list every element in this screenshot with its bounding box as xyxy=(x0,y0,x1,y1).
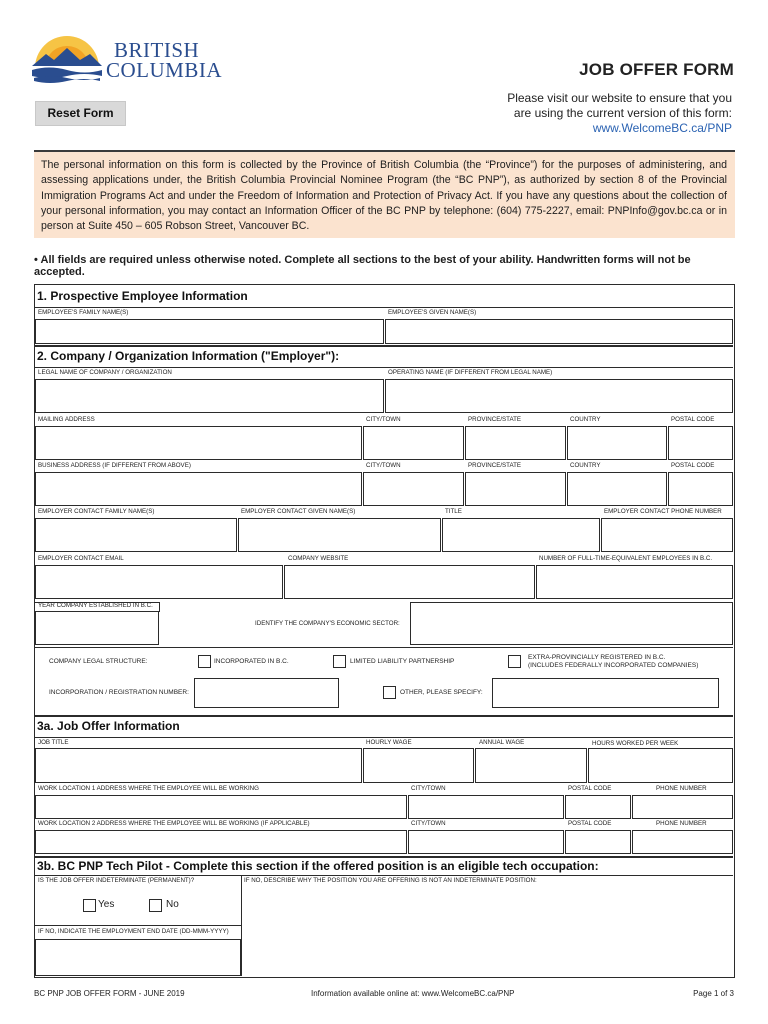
work-location-2-postal-input[interactable] xyxy=(565,830,631,854)
contact-family-name-label: EMPLOYER CONTACT FAMILY NAME(S) xyxy=(38,508,155,515)
year-established-input[interactable] xyxy=(35,611,159,645)
employee-family-name-label: EMPLOYEE'S FAMILY NAME(S) xyxy=(38,309,129,316)
work-location-1-city-label: CITY/TOWN xyxy=(411,785,446,792)
employee-given-name-input[interactable] xyxy=(385,319,733,344)
org-name xyxy=(106,40,222,80)
job-title-input[interactable] xyxy=(35,748,362,783)
work-location-2-phone-label: PHONE NUMBER xyxy=(656,820,707,827)
work-location-1-phone-input[interactable] xyxy=(632,795,733,819)
contact-title-input[interactable] xyxy=(442,518,600,552)
describe-reason-input[interactable] xyxy=(242,886,733,976)
website-notice-line2: are using the current version of this form: xyxy=(513,106,732,120)
llp-checkbox[interactable] xyxy=(333,655,346,668)
employee-family-name-input[interactable] xyxy=(35,319,384,344)
business-address-label: BUSINESS ADDRESS (IF DIFFERENT FROM ABOVE) xyxy=(38,462,191,469)
work-location-2-city-label: CITY/TOWN xyxy=(411,820,446,827)
work-location-1-postal-label: POSTAL CODE xyxy=(568,785,612,792)
end-date-label: IF NO, INDICATE THE EMPLOYMENT END DATE (DD-MMM-YYYY) xyxy=(38,928,229,935)
incorporated-bc-label: INCORPORATED IN B.C. xyxy=(214,658,289,665)
contact-given-name-input[interactable] xyxy=(238,518,441,552)
registration-number-label: INCORPORATION / REGISTRATION NUMBER: xyxy=(49,689,189,696)
legal-name-label: LEGAL NAME OF COMPANY / ORGANIZATION xyxy=(38,369,172,376)
legal-structure-label: COMPANY LEGAL STRUCTURE: xyxy=(49,658,148,665)
business-country-input[interactable] xyxy=(567,472,667,506)
reset-form-button[interactable]: Reset Form xyxy=(35,101,126,126)
work-location-1-phone-label: PHONE NUMBER xyxy=(656,785,707,792)
contact-email-label: EMPLOYER CONTACT EMAIL xyxy=(38,555,124,562)
other-structure-label: OTHER, PLEASE SPECIFY: xyxy=(400,689,483,696)
mailing-country-input[interactable] xyxy=(567,426,667,460)
section-3a-title: 3a. Job Offer Information xyxy=(37,719,180,733)
year-established-label: YEAR COMPANY ESTABLISHED IN B.C. xyxy=(38,602,153,609)
fte-employees-input[interactable] xyxy=(536,565,733,599)
org-name-line1: BRITISH xyxy=(114,38,200,62)
fte-employees-label: NUMBER OF FULL-TIME-EQUIVALENT EMPLOYEES IN B.C. xyxy=(539,555,713,562)
instructions: • All fields are required unless otherwise noted. Complete all sections to the best of your ability. Handwritten forms will not be accepted. xyxy=(34,254,691,278)
company-website-input[interactable] xyxy=(284,565,535,599)
hours-per-week-label: HOURS WORKED PER WEEK xyxy=(592,740,679,747)
business-postal-input[interactable] xyxy=(668,472,733,506)
mailing-city-input[interactable] xyxy=(363,426,464,460)
indeterminate-yes-checkbox[interactable] xyxy=(83,899,96,912)
work-location-2-postal-label: POSTAL CODE xyxy=(568,820,612,827)
mailing-country-label: COUNTRY xyxy=(570,416,601,423)
footer-page-number: Page 1 of 3 xyxy=(693,989,734,998)
work-location-2-address-input[interactable] xyxy=(35,830,407,854)
operating-name-input[interactable] xyxy=(385,379,733,413)
work-location-1-address-input[interactable] xyxy=(35,795,407,819)
business-city-label: CITY/TOWN xyxy=(366,462,401,469)
business-country-label: COUNTRY xyxy=(570,462,601,469)
indeterminate-yes-label: Yes xyxy=(98,899,115,910)
indeterminate-no-label: No xyxy=(166,899,179,910)
website-notice xyxy=(432,91,732,136)
privacy-notice: The personal information on this form is collected by the Province of British Columbia (the “Province”) for the purposes of administering, and assessing applications under, the British Columbia Provincial Nominee Program (the “BC PNP”), as authorized by section 8 of the Provincial Immigration Programs Act and under the Freedom of Information and Protection of Privacy Act. If you have any questions about the collection of your personal information, you may contact an Information Officer of the BC PNP by telephone: (604) 775-2227, email: PNPInfo@gov.bc.ca or in person at Suite 450 – 605 Robson Street, Vancouver BC. xyxy=(34,150,735,238)
business-city-input[interactable] xyxy=(363,472,464,506)
annual-wage-input[interactable] xyxy=(475,748,587,783)
contact-title-label: TITLE xyxy=(445,508,462,515)
contact-family-name-input[interactable] xyxy=(35,518,237,552)
contact-phone-label: EMPLOYER CONTACT PHONE NUMBER xyxy=(604,508,722,515)
mailing-province-label: PROVINCE/STATE xyxy=(468,416,522,423)
contact-email-input[interactable] xyxy=(35,565,283,599)
section-3b-title: 3b. BC PNP Tech Pilot - Complete this section if the offered position is an eligible tech occupation: xyxy=(37,859,599,873)
work-location-2-phone-input[interactable] xyxy=(632,830,733,854)
describe-reason-label: IF NO, DESCRIBE WHY THE POSITION YOU ARE OFFERING IS NOT AN INDETERMINATE POSITION: xyxy=(244,877,537,884)
hourly-wage-label: HOURLY WAGE xyxy=(366,739,412,746)
registration-number-input[interactable] xyxy=(194,678,339,708)
business-province-input[interactable] xyxy=(465,472,566,506)
indeterminate-no-checkbox[interactable] xyxy=(149,899,162,912)
hours-per-week-input[interactable] xyxy=(588,748,733,783)
employee-given-name-label: EMPLOYEE'S GIVEN NAME(S) xyxy=(388,309,477,316)
hourly-wage-input[interactable] xyxy=(363,748,474,783)
footer-info: Information available online at: www.WelcomeBC.ca/PNP xyxy=(311,989,515,998)
extra-provincial-checkbox[interactable] xyxy=(508,655,521,668)
business-postal-label: POSTAL CODE xyxy=(671,462,715,469)
annual-wage-label: ANNUAL WAGE xyxy=(479,739,525,746)
mailing-address-label: MAILING ADDRESS xyxy=(38,416,95,423)
business-province-label: PROVINCE/STATE xyxy=(468,462,522,469)
end-date-input[interactable] xyxy=(35,939,241,976)
job-title-label: JOB TITLE xyxy=(38,739,69,746)
business-address-input[interactable] xyxy=(35,472,362,506)
org-name-line2: COLUMBIA xyxy=(106,58,223,82)
section-1-title: 1. Prospective Employee Information xyxy=(37,289,248,303)
job-offer-form xyxy=(34,284,735,978)
economic-sector-label: IDENTIFY THE COMPANY'S ECONOMIC SECTOR: xyxy=(255,620,400,627)
work-location-2-label: WORK LOCATION 2 ADDRESS WHERE THE EMPLOYEE WILL BE WORKING (IF APPLICABLE) xyxy=(38,820,310,827)
contact-given-name-label: EMPLOYER CONTACT GIVEN NAME(S) xyxy=(241,508,356,515)
legal-name-input[interactable] xyxy=(35,379,384,413)
contact-phone-input[interactable] xyxy=(601,518,733,552)
work-location-1-label: WORK LOCATION 1 ADDRESS WHERE THE EMPLOYEE WILL BE WORKING xyxy=(38,785,259,792)
work-location-2-city-input[interactable] xyxy=(408,830,564,854)
mailing-postal-input[interactable] xyxy=(668,426,733,460)
mailing-province-input[interactable] xyxy=(465,426,566,460)
mailing-city-label: CITY/TOWN xyxy=(366,416,401,423)
section-2-title: 2. Company / Organization Information ("Employer"): xyxy=(37,349,340,363)
extra-provincial-note: (INCLUDES FEDERALLY INCORPORATED COMPANIES) xyxy=(528,662,699,669)
form-title: JOB OFFER FORM xyxy=(579,60,734,79)
website-notice-line1: Please visit our website to ensure that you xyxy=(507,91,732,105)
website-link[interactable]: www.WelcomeBC.ca/PNP xyxy=(592,121,732,135)
operating-name-label: OPERATING NAME (IF DIFFERENT FROM LEGAL NAME) xyxy=(388,369,553,376)
other-structure-checkbox[interactable] xyxy=(383,686,396,699)
extra-provincial-label: EXTRA-PROVINCIALLY REGISTERED IN B.C. xyxy=(528,654,666,661)
llp-label: LIMITED LIABILITY PARTNERSHIP xyxy=(350,658,455,665)
company-website-label: COMPANY WEBSITE xyxy=(288,555,349,562)
footer-form-id: BC PNP JOB OFFER FORM - JUNE 2019 xyxy=(34,989,185,998)
indeterminate-label: IS THE JOB OFFER INDETERMINATE (PERMANENT)? xyxy=(38,877,195,884)
mailing-postal-label: POSTAL CODE xyxy=(671,416,715,423)
incorporated-bc-checkbox[interactable] xyxy=(198,655,211,668)
work-location-1-postal-input[interactable] xyxy=(565,795,631,819)
other-structure-input[interactable] xyxy=(492,678,719,708)
work-location-1-city-input[interactable] xyxy=(408,795,564,819)
economic-sector-input[interactable] xyxy=(410,602,733,645)
mailing-address-input[interactable] xyxy=(35,426,362,460)
